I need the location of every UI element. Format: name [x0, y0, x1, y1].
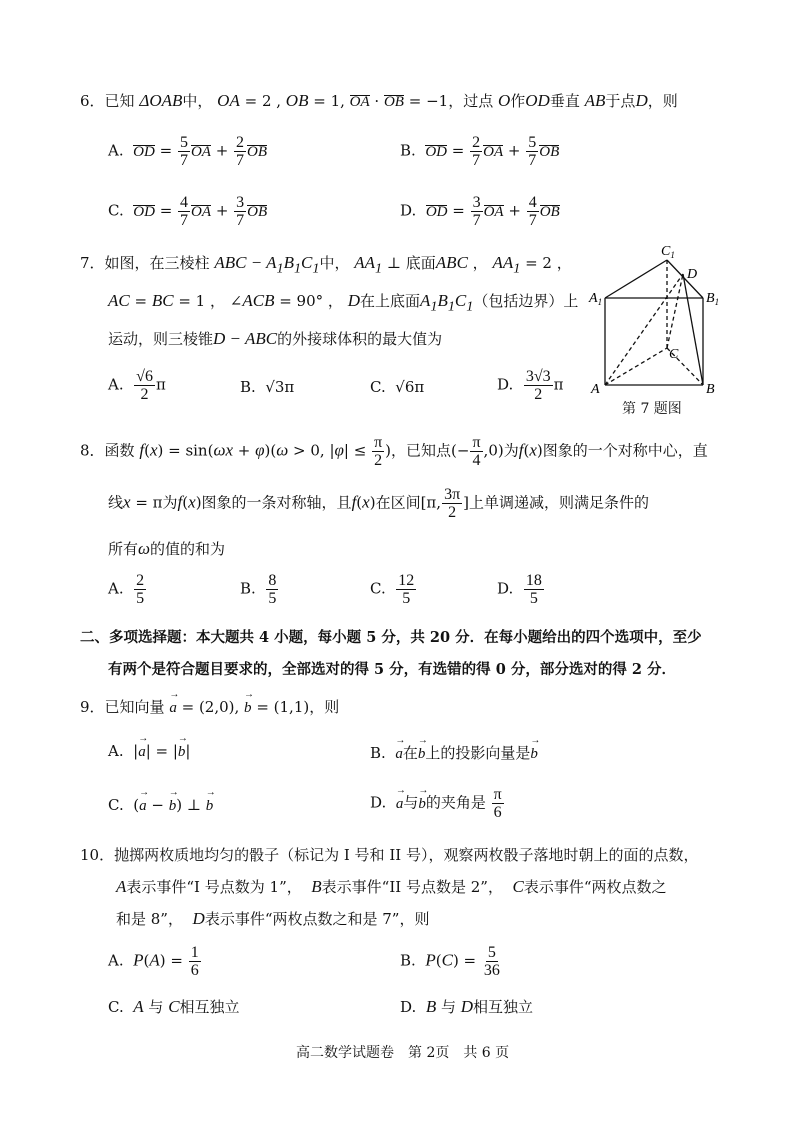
q8-line1: 8．函数 f(x) = sin(ωx + φ)(ω > 0, |φ| ≤ $\frac{\pi}{2}$ )，已知点(− $\frac{\pi}{4}$ ,0)为f(x)图象的一个对称中心，直: [80, 434, 708, 469]
q6-option-d: D. OD = $\frac{3}{7}$ OA + $\frac{4}{7}$ OB: [400, 194, 560, 229]
label-b: B: [706, 382, 715, 397]
q9-option-d: D. a →与b →的夹角是 $\frac{\pi}{6}$: [370, 786, 505, 821]
q6-option-a: A. OD = $\frac{5}{7}$ OA + $\frac{2}{7}$ OB: [108, 134, 268, 169]
q10-line2: A表示事件“I 号点数为 1”， B表示事件“II 号点数是 2”， C表示事件“两枚点数之: [116, 877, 667, 896]
q10-option-d: D. B 与 D相互独立: [400, 997, 534, 1016]
q6-option-b: B. OD = $\frac{2}{7}$ OA + $\frac{5}{7}$ OB: [400, 134, 560, 169]
q9-option-b: B. a →在b →上的投影向量是b →: [370, 742, 538, 763]
q9-option-c: C. (a → − b →) ⊥ b →: [108, 796, 213, 815]
page-footer: 高二数学试题卷 第 2页 共 6 页: [296, 1045, 510, 1061]
q9-option-a: A. |a →| = |b →|: [108, 742, 190, 761]
q7-line3: 运动，则三棱锥D − ABC的外接球体积的最大值为: [108, 329, 443, 348]
q7-option-c: C. √6π: [370, 378, 425, 396]
label-c1: $C_1$: [661, 244, 675, 260]
q10-line1: 10．抛掷两枚质地均匀的骰子（标记为 I 号和 II 号），观察两枚骰子落地时朝上的面的点数，: [80, 846, 699, 864]
label-d: D: [687, 267, 698, 282]
q7-option-d: D. $\frac{3√3}{2}$ π: [497, 368, 564, 403]
q6-stem: 6．已知 ΔOAB中， OA = 2 , OB = 1, OA · OB = −1，过点 O作OD垂直 AB于点D，则: [80, 91, 678, 110]
q10-option-b: B. P(C) = $\frac{5}{36}$: [400, 944, 500, 979]
q10-option-c: C. A 与 C相互独立: [108, 997, 240, 1016]
label-b1: $B_1$: [706, 291, 720, 307]
q8-line3: 所有ω的值的和为: [108, 539, 226, 558]
section2-heading-line2: 有两个是符合题目要求的，全部选对的得 5 分，有选错的得 0 分，部分选对的得 2 分．: [108, 661, 677, 678]
edge-bd: [683, 274, 703, 385]
q10-line3: 和是 8”， D表示事件“两枚点数之和是 7”，则: [116, 909, 430, 928]
q8-option-d: D. $\frac{18}{5}$: [497, 572, 542, 607]
q8-option-b: B. $\frac{8}{5}$: [240, 572, 277, 607]
edge-a1c1: [605, 260, 667, 298]
q9-stem: 9．已知向量 a → = (2,0), b → = (1,1)，则: [80, 696, 339, 717]
section2-heading-line1: 二、多项选择题：本大题共 4 小题，每小题 5 分，共 20 分．在每小题给出的四个选项中，至少: [80, 629, 702, 646]
figure-caption: 第 7 题图: [622, 401, 682, 417]
label-c: C: [669, 347, 679, 362]
q10-option-a: A. P(A) = $\frac{1}{6}$: [108, 944, 199, 979]
q7-line2: AC = BC = 1 ， ∠ACB = 90° ， D在上底面$A_1B_1C_1$（包括边界）上: [108, 291, 579, 315]
label-a1: $A_1$: [589, 291, 603, 307]
edge-c1b1: [667, 260, 703, 298]
label-a: A: [591, 382, 600, 397]
q6-option-c: C. OD = $\frac{4}{7}$ OA + $\frac{3}{7}$ OB: [108, 194, 268, 229]
q8-option-a: A. $\frac{2}{5}$: [108, 572, 145, 607]
prism-figure: [585, 240, 725, 420]
q7-option-a: A. $\frac{√6}{2}$ π: [108, 368, 166, 403]
q7-line1: 7．如图，在三棱柱 ABC − $A_1B_1C_1$中， $AA_1$ ⊥ 底面ABC ， $AA_1 = 2$ ，: [80, 253, 572, 277]
q8-option-c: C. $\frac{12}{5}$: [370, 572, 415, 607]
q8-line2: 线x = π为f(x)图象的一条对称轴，且f(x)在区间[π, $\frac{3\pi}{2}$ ]上单调递减，则满足条件的: [108, 486, 650, 521]
edge-ac: [605, 348, 667, 385]
q7-option-b: B. √3π: [240, 378, 295, 396]
